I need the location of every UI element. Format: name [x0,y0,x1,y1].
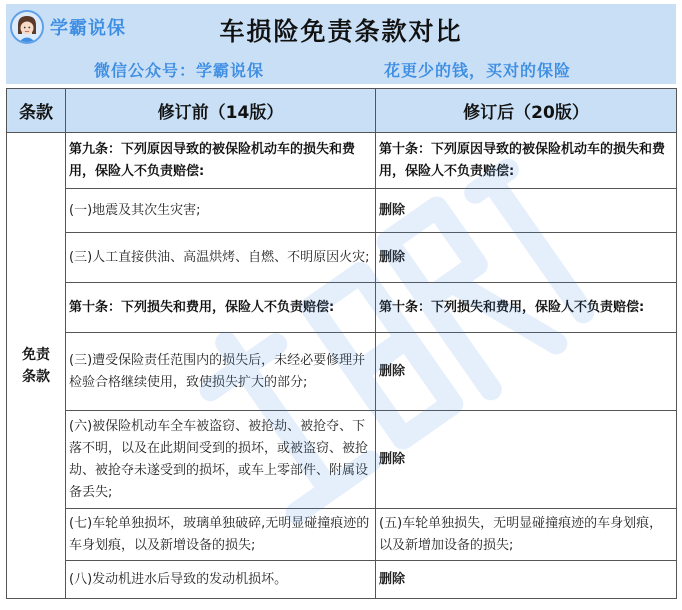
table-row [7,233,677,283]
table-row [7,509,677,561]
table-row [7,333,677,411]
page-title: 车损险免责条款对比 [219,17,463,46]
after-cell: 第十条：下列原因导致的被保险机动车的损失和费用，保险人不负责赔偿: [376,133,677,189]
comparison-table [6,88,677,599]
table-header-row [7,89,677,133]
header-banner [6,4,676,84]
table-row [7,133,677,189]
before-cell: (六)被保险机动车全车被盗窃、被抢劫、被抢夺、下落不明，以及在此期间受到的损坏，或被盗窃、被抢劫、被抢夺未遂受到的损坏，或车上零部件、附属设备丢失; [66,411,376,509]
category-cell [7,133,66,599]
after-cell-deleted: 删除 [376,411,677,509]
table-row [7,189,677,233]
before-cell: 第十条：下列损失和费用，保险人不负责赔偿: [66,283,376,333]
before-cell: (三)遭受保险责任范围内的损失后，未经必要修理并检验合格继续使用，致使损失扩大的部分; [66,333,376,411]
table-row [7,411,677,509]
category-label: 免责条款 [22,346,50,385]
before-cell: (八)发动机进水后导致的发动机损坏。 [66,561,376,599]
after-cell-deleted: 删除 [376,189,677,233]
after-cell: 第十条：下列损失和费用，保险人不负责赔偿: [376,283,677,333]
header-clause: 条款 [7,89,66,133]
header-before: 修订前（14版） [66,89,376,133]
before-cell: (一)地震及其次生灾害; [66,189,376,233]
before-cell: (七)车轮单独损坏，玻璃单独破碎,无明显碰撞痕迹的车身划痕，以及新增设备的损失; [66,509,376,561]
after-cell-deleted: 删除 [376,233,677,283]
before-cell: (三)人工直接供油、高温烘烤、自燃、不明原因火灾; [66,233,376,283]
after-cell-deleted: 删除 [376,561,677,599]
before-cell: 第九条：下列原因导致的被保险机动车的损失和费用，保险人不负责赔偿: [66,133,376,189]
wechat-account: 微信公众号：学霸说保 [94,61,265,80]
table-row [7,283,677,333]
after-cell-deleted: 删除 [376,333,677,411]
after-cell: (五)车轮单独损失，无明显碰撞痕迹的车身划痕，以及新增加设备的损失; [376,509,677,561]
slogan: 花更少的钱，买对的保险 [384,61,572,80]
header-after: 修订后（20版） [376,89,677,133]
table-row [7,561,677,599]
brand-name: 学霸说保 [50,18,126,39]
